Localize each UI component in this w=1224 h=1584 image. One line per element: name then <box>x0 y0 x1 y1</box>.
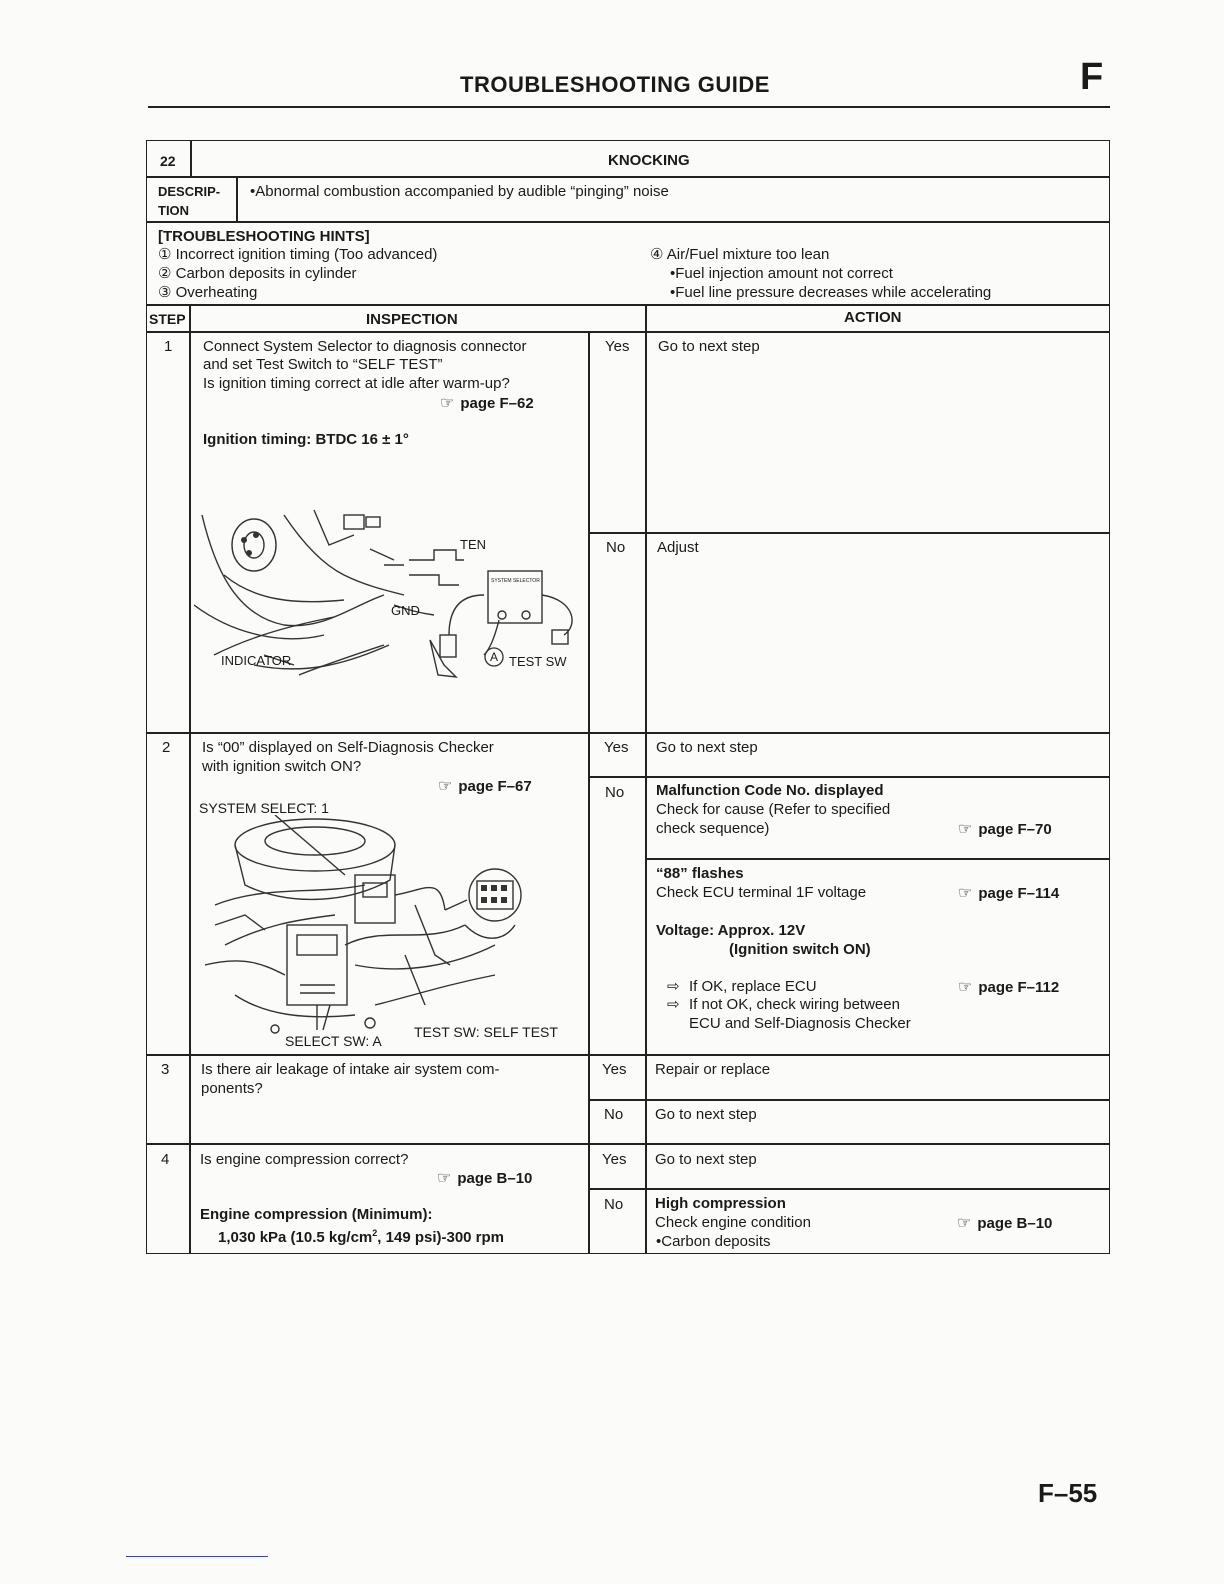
divider <box>588 776 1110 778</box>
column-step: STEP <box>149 311 186 327</box>
page-reference: ☞ page F–70 <box>958 821 1052 838</box>
yes-label: Yes <box>605 338 630 355</box>
hint-item: ④ Air/Fuel mixture too lean <box>650 246 830 263</box>
pointing-hand-icon: ☞ <box>958 885 973 902</box>
page-reference: ☞ page B–10 <box>957 1215 1053 1232</box>
divider <box>146 221 1110 223</box>
spec-text: Ignition timing: BTDC 16 ± 1° <box>203 431 409 448</box>
action-text: If not OK, check wiring between <box>689 996 900 1013</box>
divider <box>236 176 238 222</box>
divider <box>588 1099 1110 1101</box>
divider <box>146 331 1110 333</box>
divider <box>189 304 191 1253</box>
divider <box>146 176 1110 178</box>
no-label: No <box>604 1106 624 1123</box>
divider <box>146 304 1110 306</box>
hint-item: •Fuel line pressure decreases while accelerating <box>670 284 992 301</box>
action-text: Go to next step <box>656 739 758 756</box>
hint-item: ① Incorrect ignition timing (Too advanced) <box>158 246 438 263</box>
action-text: If OK, replace ECU <box>689 978 817 995</box>
header-rule <box>148 106 1110 108</box>
spec-text: Engine compression (Minimum): <box>200 1206 433 1223</box>
yes-label: Yes <box>602 1061 627 1078</box>
pointing-hand-icon: ☞ <box>437 1170 452 1187</box>
figure-label-a: A <box>490 650 499 664</box>
no-label: No <box>604 1196 624 1213</box>
action-text: ECU and Self-Diagnosis Checker <box>689 1015 911 1032</box>
figure-label-test-sw: TEST SW: SELF TEST <box>414 1024 558 1040</box>
spec-text: (Ignition switch ON) <box>729 941 871 958</box>
step-number: 1 <box>164 338 173 355</box>
no-label: No <box>606 539 626 556</box>
inspection-text: ponents? <box>201 1080 263 1097</box>
inspection-text: with ignition switch ON? <box>202 758 362 775</box>
hint-item: ③ Overheating <box>158 284 258 301</box>
description-label: DESCRIP- <box>158 184 221 199</box>
page-reference: ☞ page F–67 <box>438 778 532 795</box>
figure-label-gnd: GND <box>391 603 420 618</box>
divider <box>146 1143 1110 1145</box>
inspection-text: and set Test Switch to “SELF TEST” <box>203 356 443 373</box>
section-letter: F <box>1080 56 1104 98</box>
page-reference: ☞ page F–112 <box>958 979 1060 996</box>
self-diagnosis-checker-illustration <box>205 815 545 1045</box>
page-title: TROUBLESHOOTING GUIDE <box>460 72 770 97</box>
action-text: Check for cause (Refer to specified <box>656 801 891 818</box>
problem-number: 22 <box>160 153 176 169</box>
hints-heading: [TROUBLESHOOTING HINTS] <box>158 228 370 245</box>
action-text: Adjust <box>657 539 699 556</box>
divider <box>190 140 192 177</box>
divider <box>645 304 647 1253</box>
description-label: TION <box>158 203 190 218</box>
pointing-hand-icon: ☞ <box>438 778 453 795</box>
divider <box>645 858 1110 860</box>
figure-label-test-sw: TEST SW <box>509 654 567 669</box>
pointing-hand-icon: ☞ <box>957 1215 972 1232</box>
column-action: ACTION <box>844 309 902 326</box>
page-number: F–55 <box>1038 1478 1098 1508</box>
figure-label-system-select: SYSTEM SELECT: 1 <box>199 800 329 816</box>
inspection-text: Connect System Selector to diagnosis connector <box>203 338 527 355</box>
action-heading: High compression <box>655 1195 786 1212</box>
action-text: Check ECU terminal 1F voltage <box>656 884 867 901</box>
divider <box>588 1188 1110 1190</box>
pointing-hand-icon: ☞ <box>958 979 973 996</box>
action-text: Go to next step <box>655 1151 757 1168</box>
yes-label: Yes <box>604 739 629 756</box>
action-text: •Carbon deposits <box>656 1233 771 1250</box>
inspection-text: Is ignition timing correct at idle after warm-up? <box>203 375 510 392</box>
hint-item: ② Carbon deposits in cylinder <box>158 265 357 282</box>
spec-text: 1,030 kPa (10.5 $kg/cm^2$, 149 psi)-300 rpm <box>218 1228 505 1246</box>
page-reference: ☞ page F–62 <box>440 395 534 412</box>
yes-label: Yes <box>602 1151 627 1168</box>
description-text: •Abnormal combustion accompanied by audible “pinging” noise <box>250 183 669 200</box>
page-reference: ☞ page B–10 <box>437 1170 533 1187</box>
figure-label-system-selector: SYSTEM SELECTOR <box>491 578 540 584</box>
divider <box>146 732 1110 734</box>
step-number: 2 <box>162 739 171 756</box>
divider <box>588 532 1110 534</box>
problem-title: KNOCKING <box>608 152 690 169</box>
system-selector-illustration <box>194 505 584 705</box>
hollow-arrow-icon: ⇨ <box>667 996 680 1013</box>
inspection-text: Is engine compression correct? <box>200 1151 409 1168</box>
divider <box>588 331 590 1253</box>
divider <box>146 1054 1110 1056</box>
pointing-hand-icon: ☞ <box>958 821 973 838</box>
action-text: check sequence) <box>656 820 770 837</box>
step-number: 3 <box>161 1061 170 1078</box>
no-label: No <box>605 784 625 801</box>
pointing-hand-icon: ☞ <box>440 395 455 412</box>
page-reference: ☞ page F–114 <box>958 885 1060 902</box>
spec-text: Voltage: Approx. 12V <box>656 922 806 939</box>
figure-label-ten: TEN <box>460 537 486 552</box>
link-underline <box>126 1556 268 1557</box>
action-heading: Malfunction Code No. displayed <box>656 782 884 799</box>
hint-item: •Fuel injection amount not correct <box>670 265 893 282</box>
inspection-text: Is “00” displayed on Self-Diagnosis Checker <box>202 739 494 756</box>
column-inspection: INSPECTION <box>366 311 458 328</box>
figure-label-select-sw: SELECT SW: A <box>285 1033 382 1049</box>
figure-label-indicator: INDICATOR <box>221 653 292 668</box>
inspection-text: Is there air leakage of intake air system com- <box>201 1061 500 1078</box>
action-text: Go to next step <box>655 1106 757 1123</box>
action-text: Repair or replace <box>655 1061 771 1078</box>
hollow-arrow-icon: ⇨ <box>667 978 680 995</box>
action-text: Go to next step <box>658 338 760 355</box>
action-text: Check engine condition <box>655 1214 811 1231</box>
step-number: 4 <box>161 1151 170 1168</box>
action-heading: “88” flashes <box>656 865 744 882</box>
